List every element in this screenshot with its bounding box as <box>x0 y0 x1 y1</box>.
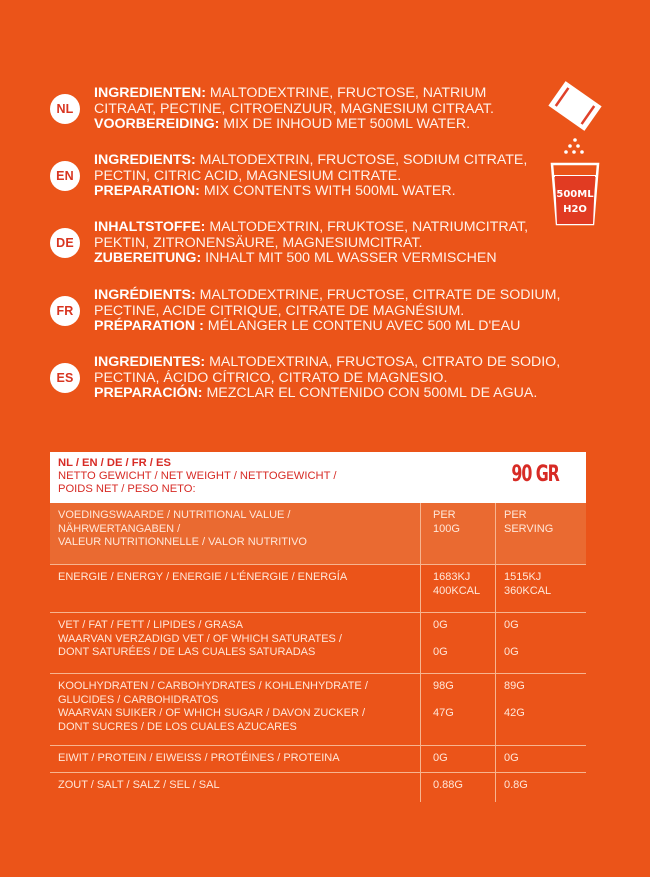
row-value-per-100g: 0G 0G <box>421 613 496 673</box>
language-text-de: INHALTSTOFFE: MALTODEXTRIN, FRUKTOSE, NATRIUMCITRAT, PEKTIN, ZITRONENSÄURE, MAGNESIUMCITRAT. ZUBEREITUNG: INHALT MIT 500 ML WASSER VERMISCHEN <box>94 219 529 266</box>
row-label: ZOUT / SALT / SALZ / SEL / SAL <box>50 773 421 802</box>
row-value-per-100g: 0G <box>421 746 496 772</box>
table-row-carbohydrates <box>50 674 586 746</box>
row-label: KOOLHYDRATEN / CARBOHYDRATES / KOHLENHYDRATE / GLUCIDES / CARBOHIDRATOS WAARVAN SUIKER / OF WHICH SUGAR / DAVON ZUCKER / DONT SUCRES / DE LOS CUALES AZUCARES <box>50 674 421 745</box>
row-value-per-serving: 0.8G <box>504 779 528 791</box>
row-value-per-serving: 0G <box>504 752 519 764</box>
language-text-fr: INGRÉDIENTS: MALTODEXTRINE, FRUCTOSE, CITRATE DE SODIUM, PECTINE, ACIDE CITRIQUE, CITRATE DE MAGNÉSIUM. PRÉPARATION : MÉLANGER LE CONTENU AVEC 500 ML D'EAU <box>94 287 561 334</box>
per-serving-heading: PER SERVING <box>504 509 554 535</box>
ingredients-label: INHALTSTOFFE <box>94 219 201 235</box>
net-weight-value: 90 GR <box>511 462 559 487</box>
per-100g-heading: PER 100G <box>421 503 496 564</box>
row-value-per-serving: 1515KJ 360KCAL <box>504 571 552 597</box>
sachet-pour-icon <box>530 78 620 228</box>
row-value-per-serving: 89G 42G <box>504 680 525 720</box>
nutritional-value-heading: VOEDINGSWAARDE / NUTRITIONAL VALUE / NÄHRWERTANGABEN / VALEUR NUTRITIONNELLE / VALOR NUTRITIVO <box>50 503 421 564</box>
ingredients-label: INGREDIENTES <box>94 354 201 370</box>
language-text-en: INGREDIENTS: MALTODEXTRIN, FRUCTOSE, SODIUM CITRATE, PECTIN, CITRIC ACID, MAGNESIUM CITRATE. PREPARATION: MIX CONTENTS WITH 500ML WATER. <box>94 152 528 199</box>
table-row-protein <box>50 746 586 773</box>
net-weight-label-2: POIDS NET / PESO NETO: <box>58 482 196 495</box>
language-block-en <box>50 153 527 200</box>
ingredients-label: INGREDIENTEN <box>94 85 202 101</box>
row-label: ENERGIE / ENERGY / ENERGIE / L'ÉNERGIE / ENERGÍA <box>50 565 421 612</box>
row-value-per-serving: 0G 0G <box>504 619 519 659</box>
preparation-label: PRÉPARATION <box>94 318 196 334</box>
language-badge-de: DE <box>50 228 80 258</box>
svg-text:H2O: H2O <box>563 204 587 215</box>
language-text-es: INGREDIENTES: MALTODEXTRINA, FRUCTOSA, CITRATO DE SODIO, PECTINA, ÁCIDO CÍTRICO, CITRATO DE MAGNESIO. PREPARACIÓN: MEZCLAR EL CONTENIDO CON 500ML DE AGUA. <box>94 354 561 401</box>
language-badge-fr: FR <box>50 296 80 326</box>
language-badge-es: ES <box>50 363 80 393</box>
table-row-fat <box>50 613 586 674</box>
net-weight-header <box>50 452 586 503</box>
language-block-es <box>50 355 560 402</box>
svg-text:500ML: 500ML <box>556 189 594 200</box>
ingredients-label: INGRÉDIENTS <box>94 287 191 303</box>
row-value-per-100g: 0.88G <box>421 773 496 802</box>
language-text-nl: INGREDIENTEN: MALTODEXTRINE, FRUCTOSE, NATRIUM CITRAAT, PECTINE, CITROENZUUR, MAGNESIUM CITRAAT. VOORBEREIDING: MIX DE INHOUD MET 500ML WATER. <box>94 85 494 132</box>
preparation-illustration <box>530 78 620 228</box>
row-value-per-100g: 98G 47G <box>421 674 496 745</box>
language-badge-nl: NL <box>50 94 80 124</box>
row-value-per-100g: 1683KJ 400KCAL <box>421 565 496 612</box>
row-label: EIWIT / PROTEIN / EIWEISS / PROTÉINES / PROTEINA <box>50 746 421 772</box>
languages-heading: NL / EN / DE / FR / ES <box>58 457 171 469</box>
table-row-energy <box>50 565 586 613</box>
row-label: VET / FAT / FETT / LIPIDES / GRASA WAARVAN VERZADIGD VET / OF WHICH SATURATES / DONT SATURÉES / DE LAS CUALES SATURADAS <box>50 613 421 673</box>
net-weight-label: NETTO GEWICHT / NET WEIGHT / NETTOGEWICHT / <box>58 469 337 482</box>
language-badge-en: EN <box>50 161 80 191</box>
preparation-label: PREPARATION <box>94 183 196 199</box>
preparation-label: VOORBEREIDING <box>94 116 215 132</box>
preparation-label: PREPARACIÓN <box>94 385 198 401</box>
preparation-label: ZUBEREITUNG <box>94 250 197 266</box>
language-block-de <box>50 220 528 267</box>
nutrition-table <box>50 452 586 802</box>
language-block-nl <box>50 86 494 133</box>
language-block-fr <box>50 288 560 335</box>
table-header-row <box>50 503 586 565</box>
ingredients-label: INGREDIENTS <box>94 152 191 168</box>
table-row-salt <box>50 773 586 802</box>
